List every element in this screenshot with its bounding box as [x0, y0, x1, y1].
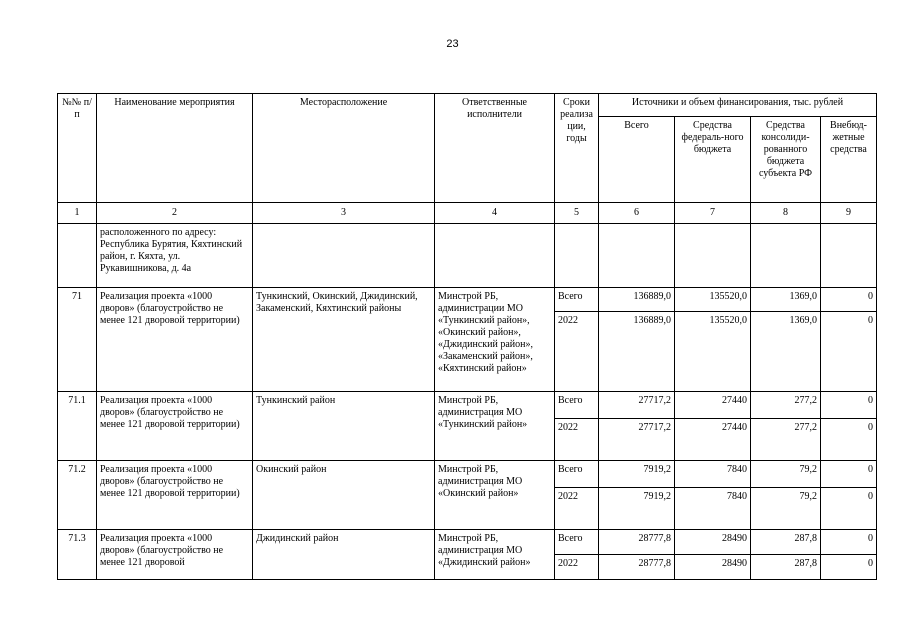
measure-name: Реализация проекта «1000 дворов» (благоустройство не менее 121 дворовой территории) — [97, 461, 253, 530]
header-row — [58, 94, 877, 117]
funding-extra: 0 — [821, 312, 877, 392]
column-number: 1 — [58, 203, 97, 224]
measure-name: Реализация проекта «1000 дворов» (благоустройство не менее 121 дворовой — [97, 530, 253, 580]
funding-term: 2022 — [555, 312, 599, 392]
column-number: 9 — [821, 203, 877, 224]
column-number: 2 — [97, 203, 253, 224]
funding-extra: 0 — [821, 488, 877, 530]
table-row — [58, 530, 877, 555]
funding-total: 136889,0 — [599, 288, 675, 312]
table-row — [58, 288, 877, 312]
funding-extra: 0 — [821, 419, 877, 461]
header-name: Наименование мероприятия — [97, 94, 253, 203]
funding-total: 136889,0 — [599, 312, 675, 392]
funding-total: 7919,2 — [599, 488, 675, 530]
funding-federal: 27440 — [675, 419, 751, 461]
funding-total: 28777,8 — [599, 530, 675, 555]
funding-extra: 0 — [821, 288, 877, 312]
funding-federal: 7840 — [675, 461, 751, 488]
header-funding: Источники и объем финансирования, тыс. рублей — [599, 94, 877, 117]
column-number: 3 — [253, 203, 435, 224]
funding-extra: 0 — [821, 392, 877, 419]
measure-location: Тункинский, Окинский, Джидинский, Закаменский, Кяхтинский районы — [253, 288, 435, 392]
funding-term: Всего — [555, 392, 599, 419]
funding-regional: 1369,0 — [751, 312, 821, 392]
funding-federal: 135520,0 — [675, 312, 751, 392]
continuation-row — [58, 224, 877, 288]
row-number: 71 — [58, 288, 97, 392]
header-location: Месторасположение — [253, 94, 435, 203]
measure-responsible: Минстрой РБ, администрация МО «Окинский район» — [435, 461, 555, 530]
continuation-num — [58, 224, 97, 288]
funding-federal: 28490 — [675, 530, 751, 555]
table-row — [58, 461, 877, 488]
column-number: 5 — [555, 203, 599, 224]
funding-federal: 28490 — [675, 555, 751, 580]
measure-location: Тункинский район — [253, 392, 435, 461]
funding-total: 27717,2 — [599, 419, 675, 461]
funding-regional: 277,2 — [751, 419, 821, 461]
continuation-location — [253, 224, 435, 288]
funding-term: Всего — [555, 530, 599, 555]
funding-term: 2022 — [555, 555, 599, 580]
header-num: №№ п/п — [58, 94, 97, 203]
continuation-regional — [751, 224, 821, 288]
measure-name: Реализация проекта «1000 дворов» (благоустройство не менее 121 дворовой территории) — [97, 288, 253, 392]
funding-table — [57, 93, 877, 580]
measure-location: Джидинский район — [253, 530, 435, 580]
continuation-responsible — [435, 224, 555, 288]
funding-term: Всего — [555, 288, 599, 312]
row-number: 71.2 — [58, 461, 97, 530]
row-number: 71.1 — [58, 392, 97, 461]
header-terms: Сроки реализа ции, годы — [555, 94, 599, 203]
funding-total: 27717,2 — [599, 392, 675, 419]
funding-regional: 79,2 — [751, 488, 821, 530]
continuation-extra — [821, 224, 877, 288]
continuation-term — [555, 224, 599, 288]
funding-total: 28777,8 — [599, 555, 675, 580]
funding-federal: 27440 — [675, 392, 751, 419]
header-federal: Средства федераль-ного бюджета — [675, 117, 751, 203]
funding-federal: 7840 — [675, 488, 751, 530]
continuation-total — [599, 224, 675, 288]
table-row — [58, 392, 877, 419]
header-responsible: Ответственные исполнители — [435, 94, 555, 203]
header-extra: Внебюд-жетные средства — [821, 117, 877, 203]
funding-extra: 0 — [821, 555, 877, 580]
funding-total: 7919,2 — [599, 461, 675, 488]
funding-extra: 0 — [821, 530, 877, 555]
funding-term: 2022 — [555, 419, 599, 461]
funding-term: 2022 — [555, 488, 599, 530]
measure-name: Реализация проекта «1000 дворов» (благоустройство не менее 121 дворовой территории) — [97, 392, 253, 461]
measure-location: Окинский район — [253, 461, 435, 530]
page-number: 23 — [446, 38, 459, 50]
column-number: 7 — [675, 203, 751, 224]
header-total: Всего — [599, 117, 675, 203]
header-regional: Средства консолиди-рованного бюджета субъекта РФ — [751, 117, 821, 203]
funding-extra: 0 — [821, 461, 877, 488]
funding-regional: 1369,0 — [751, 288, 821, 312]
funding-term: Всего — [555, 461, 599, 488]
column-number: 4 — [435, 203, 555, 224]
funding-regional: 287,8 — [751, 530, 821, 555]
funding-regional: 79,2 — [751, 461, 821, 488]
funding-regional: 287,8 — [751, 555, 821, 580]
column-number-row — [58, 203, 877, 224]
funding-regional: 277,2 — [751, 392, 821, 419]
measure-responsible: Минстрой РБ, администрации МО «Тункинский район», «Окинский район», «Джидинский район», «Закаменский район», «Кяхтинский район» — [435, 288, 555, 392]
measure-responsible: Минстрой РБ, администрация МО «Тункинский район» — [435, 392, 555, 461]
measure-responsible: Минстрой РБ, администрация МО «Джидинский район» — [435, 530, 555, 580]
continuation-federal — [675, 224, 751, 288]
funding-federal: 135520,0 — [675, 288, 751, 312]
continuation-name: расположенного по адресу: Республика Бурятия, Кяхтинский район, г. Кяхта, ул. Рукавишникова, д. 4а — [97, 224, 253, 288]
column-number: 6 — [599, 203, 675, 224]
column-number: 8 — [751, 203, 821, 224]
row-number: 71.3 — [58, 530, 97, 580]
